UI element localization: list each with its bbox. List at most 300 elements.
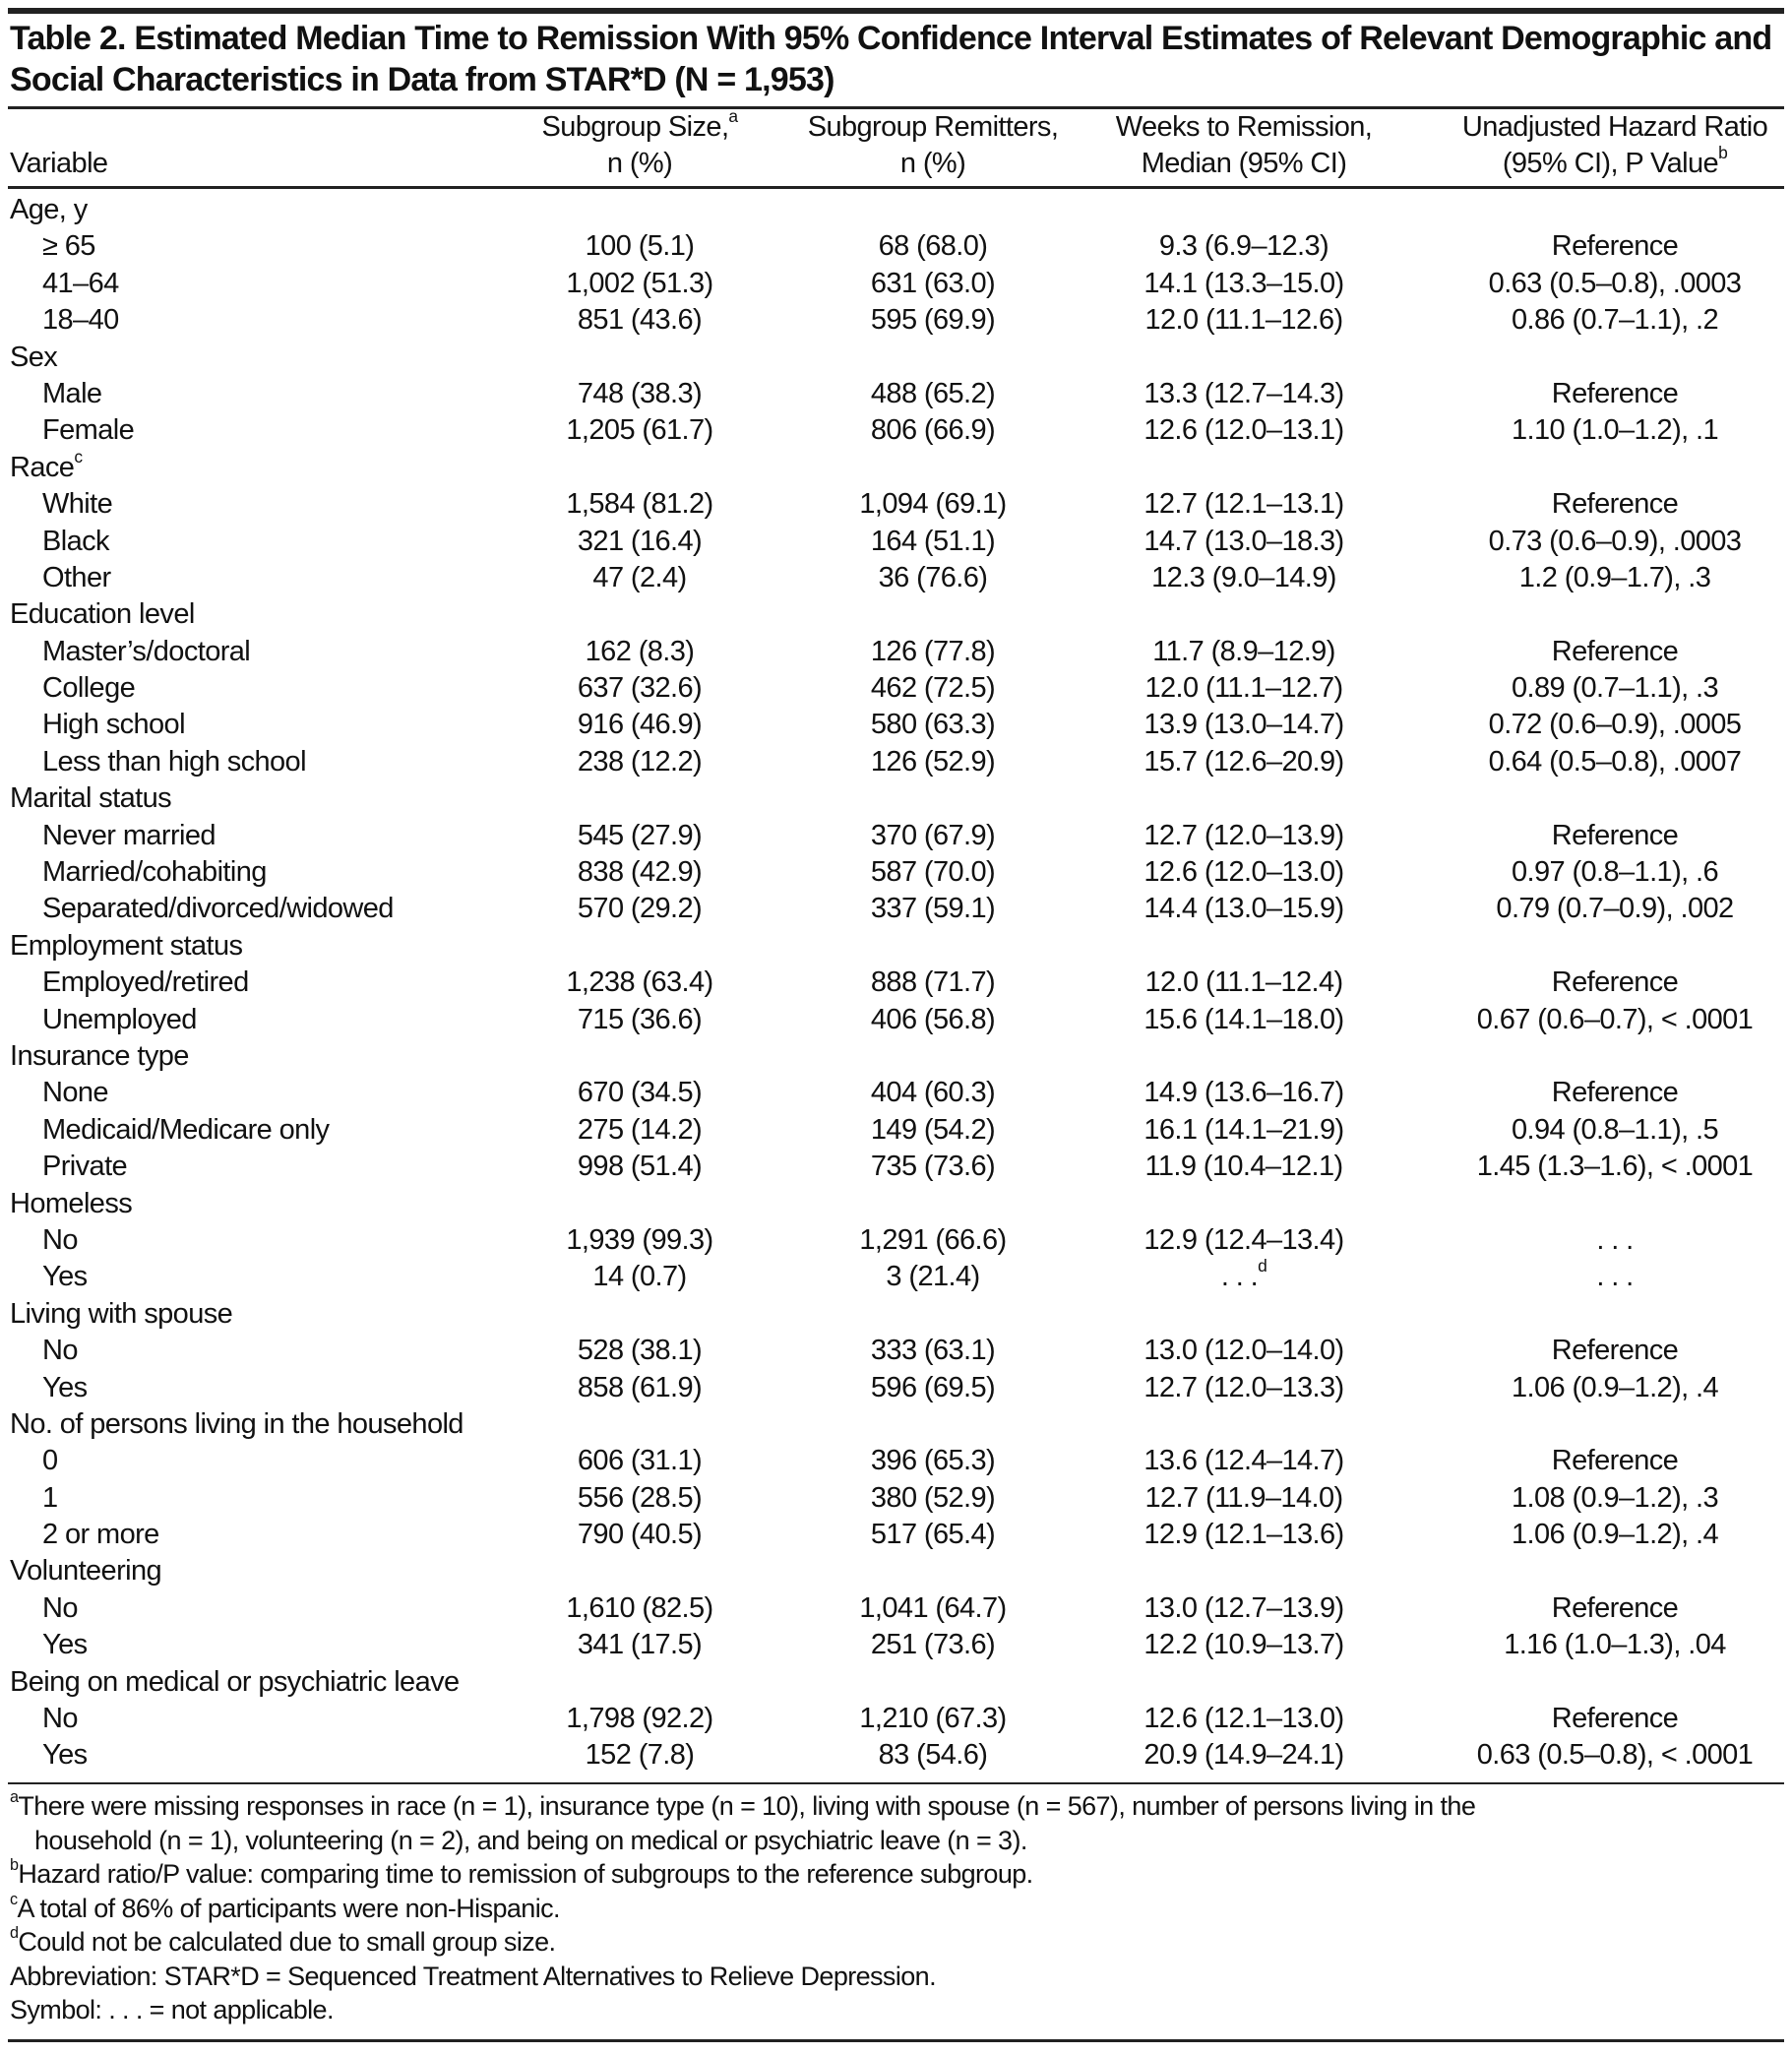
remitters-cell-text: 596 (69.5) bbox=[870, 1371, 996, 1403]
variable-cell-text: Married/cohabiting bbox=[42, 856, 267, 889]
weeks-cell-text: 14.1 (13.3–15.0) bbox=[1143, 267, 1344, 299]
remitters-cell bbox=[834, 1259, 1031, 1295]
group-header-row bbox=[0, 340, 1792, 376]
subgroup-size-cell bbox=[541, 1517, 738, 1553]
subgroup-size-cell-text: 528 (38.1) bbox=[577, 1335, 703, 1367]
group-header-row bbox=[0, 780, 1792, 817]
variable-cell-text: Master’s/doctoral bbox=[42, 635, 251, 667]
footnote-text: A total of 86% of participants were non-Hispanic. bbox=[17, 1893, 560, 1923]
variable-cell-text: Age, y bbox=[10, 194, 88, 225]
hazard-ratio-cell-text: 1.08 (0.9–1.2), .3 bbox=[1511, 1481, 1719, 1514]
subgroup-size-cell bbox=[541, 486, 738, 523]
remitters-cell bbox=[834, 1517, 1031, 1553]
weeks-cell-text: 12.6 (12.1–13.0) bbox=[1143, 1703, 1344, 1735]
weeks-cell-text: 12.2 (10.9–13.7) bbox=[1143, 1629, 1344, 1661]
table-row bbox=[0, 376, 1792, 412]
remitters-cell-text: 735 (73.6) bbox=[870, 1151, 996, 1183]
subgroup-size-cell-text: 606 (31.1) bbox=[577, 1445, 703, 1477]
remitters-cell-text: 580 (63.3) bbox=[870, 709, 996, 741]
weeks-cell bbox=[1096, 1443, 1391, 1479]
weeks-cell-text: 13.0 (12.7–13.9) bbox=[1143, 1591, 1344, 1624]
variable-cell bbox=[42, 744, 306, 780]
hazard-ratio-cell bbox=[1448, 854, 1782, 891]
weeks-cell-text: 14.9 (13.6–16.7) bbox=[1143, 1077, 1344, 1109]
remitters-cell-text: 68 (68.0) bbox=[878, 230, 988, 263]
hazard-ratio-cell-text: Reference bbox=[1551, 377, 1679, 409]
variable-cell bbox=[42, 1443, 58, 1479]
header-variable-label: Variable bbox=[10, 148, 108, 179]
table-row bbox=[0, 1517, 1792, 1553]
weeks-cell bbox=[1096, 707, 1391, 743]
variable-cell-text: Female bbox=[42, 414, 135, 447]
header-weeks-line1: Weeks to Remission, bbox=[1115, 111, 1373, 143]
variable-cell bbox=[10, 192, 88, 228]
hazard-ratio-cell bbox=[1448, 707, 1782, 743]
group-header-row bbox=[0, 1038, 1792, 1075]
footnote-text: household (n = 1), volunteering (n = 2), and being on medical or psychiatric leave (n = 3). bbox=[34, 1825, 1027, 1855]
variable-cell-text: 2 or more bbox=[42, 1519, 159, 1551]
remitters-cell bbox=[834, 1149, 1031, 1185]
hazard-ratio-cell bbox=[1448, 818, 1782, 854]
header-hr-text: (95% CI), P Value bbox=[1502, 148, 1719, 179]
hazard-ratio-cell-text: 0.94 (0.8–1.1), .5 bbox=[1511, 1113, 1719, 1146]
remitters-cell-text: 1,210 (67.3) bbox=[859, 1703, 1007, 1735]
variable-cell-text: Homeless bbox=[10, 1187, 133, 1219]
variable-cell-text: Private bbox=[42, 1151, 128, 1183]
weeks-cell-text: 12.6 (12.0–13.1) bbox=[1143, 414, 1344, 447]
weeks-cell-text: 9.3 (6.9–12.3) bbox=[1158, 230, 1329, 263]
subgroup-size-cell bbox=[541, 1737, 738, 1774]
hazard-ratio-cell-text: 0.64 (0.5–0.8), .0007 bbox=[1488, 745, 1742, 778]
footnote-mark: b bbox=[1718, 143, 1728, 163]
variable-cell-text: Never married bbox=[42, 819, 216, 851]
remitters-cell bbox=[834, 1222, 1031, 1259]
hazard-ratio-cell bbox=[1448, 486, 1782, 523]
subgroup-size-cell bbox=[541, 707, 738, 743]
weeks-cell bbox=[1096, 818, 1391, 854]
group-header-row bbox=[0, 596, 1792, 633]
weeks-cell-text: 12.7 (12.0–13.9) bbox=[1143, 819, 1344, 851]
subgroup-size-cell-text: 545 (27.9) bbox=[577, 819, 703, 851]
table-row bbox=[0, 1627, 1792, 1663]
hazard-ratio-cell bbox=[1448, 965, 1782, 1001]
top-rule bbox=[8, 8, 1784, 14]
footnote-text: There were missing responses in race (n = 1), insurance type (n = 10), living with spouse (n = 567), number of persons living in the bbox=[18, 1791, 1476, 1821]
variable-cell bbox=[42, 1222, 78, 1259]
group-header-row bbox=[0, 1664, 1792, 1701]
weeks-cell-text: 12.9 (12.1–13.6) bbox=[1143, 1519, 1344, 1551]
hazard-ratio-cell-text: 1.06 (0.9–1.2), .4 bbox=[1511, 1519, 1719, 1551]
subgroup-size-cell bbox=[541, 524, 738, 560]
remitters-cell bbox=[834, 228, 1031, 265]
footnote bbox=[10, 1993, 1475, 2027]
variable-cell-text: 18–40 bbox=[42, 304, 119, 337]
subgroup-size-cell-text: 100 (5.1) bbox=[585, 230, 695, 263]
variable-cell-text: Male bbox=[42, 377, 102, 409]
variable-cell-text: Separated/divorced/widowed bbox=[42, 893, 394, 925]
hazard-ratio-cell bbox=[1448, 266, 1782, 302]
variable-cell-text: 41–64 bbox=[42, 267, 119, 299]
weeks-cell bbox=[1096, 1075, 1391, 1111]
subgroup-size-cell bbox=[541, 1259, 738, 1295]
remitters-cell-text: 1,094 (69.1) bbox=[859, 488, 1007, 521]
remitters-cell bbox=[834, 302, 1031, 339]
hazard-ratio-cell-text: . . . bbox=[1596, 1223, 1634, 1256]
variable-cell-text: 0 bbox=[42, 1445, 58, 1477]
footnotes bbox=[10, 1789, 1475, 2027]
header-size-line2: n (%) bbox=[606, 148, 673, 179]
table-row bbox=[0, 1256, 1792, 1295]
subgroup-size-cell-text: 1,798 (92.2) bbox=[566, 1703, 713, 1735]
subgroup-size-cell bbox=[541, 1590, 738, 1627]
variable-cell-text: Yes bbox=[42, 1371, 88, 1403]
weeks-cell bbox=[1096, 1256, 1391, 1295]
variable-cell bbox=[10, 780, 171, 817]
hazard-ratio-cell bbox=[1448, 1259, 1782, 1295]
weeks-cell-text: 15.6 (14.1–18.0) bbox=[1143, 1003, 1344, 1035]
remitters-cell-text: 149 (54.2) bbox=[870, 1113, 996, 1146]
subgroup-size-cell-text: 14 (0.7) bbox=[592, 1261, 687, 1293]
table-row bbox=[0, 1480, 1792, 1517]
weeks-cell-text: 12.3 (9.0–14.9) bbox=[1151, 561, 1336, 593]
weeks-cell-text: 13.6 (12.4–14.7) bbox=[1143, 1445, 1344, 1477]
remitters-cell bbox=[834, 1002, 1031, 1038]
variable-cell bbox=[42, 634, 250, 670]
subgroup-size-cell bbox=[541, 302, 738, 339]
subgroup-size-cell bbox=[541, 1480, 738, 1517]
variable-cell bbox=[42, 891, 394, 927]
table-row bbox=[0, 412, 1792, 449]
subgroup-size-cell bbox=[541, 670, 738, 707]
remitters-cell-text: 587 (70.0) bbox=[870, 856, 996, 889]
subgroup-size-cell-text: 162 (8.3) bbox=[585, 635, 695, 667]
table-body bbox=[0, 192, 1792, 1775]
weeks-cell-text: 12.9 (12.4–13.4) bbox=[1143, 1223, 1344, 1256]
subgroup-size-cell-text: 341 (17.5) bbox=[577, 1629, 703, 1661]
header-remit-line2: n (%) bbox=[899, 148, 966, 179]
header-weeks bbox=[1096, 109, 1391, 182]
subgroup-size-cell-text: 556 (28.5) bbox=[577, 1481, 703, 1514]
weeks-cell bbox=[1096, 1333, 1391, 1369]
header-remitters bbox=[795, 109, 1071, 182]
hazard-ratio-cell bbox=[1448, 891, 1782, 927]
hazard-ratio-cell bbox=[1448, 412, 1782, 449]
bottom-rule bbox=[8, 2039, 1784, 2042]
subgroup-size-cell-text: 790 (40.5) bbox=[577, 1519, 703, 1551]
subgroup-size-cell-text: 1,610 (82.5) bbox=[566, 1591, 713, 1624]
variable-cell-text: Yes bbox=[42, 1261, 88, 1293]
footnote bbox=[10, 1824, 1475, 1858]
weeks-cell bbox=[1096, 965, 1391, 1001]
variable-cell bbox=[42, 486, 112, 523]
table-row bbox=[0, 1002, 1792, 1038]
remitters-cell-text: 333 (63.1) bbox=[870, 1335, 996, 1367]
variable-cell-text: No bbox=[42, 1223, 78, 1256]
group-header-row bbox=[0, 1296, 1792, 1333]
weeks-cell bbox=[1096, 854, 1391, 891]
hazard-ratio-cell-text: 0.89 (0.7–1.1), .3 bbox=[1511, 672, 1719, 705]
subgroup-size-cell-text: 916 (46.9) bbox=[577, 709, 703, 741]
variable-cell-text: White bbox=[42, 488, 113, 521]
table-row bbox=[0, 634, 1792, 670]
table-row bbox=[0, 486, 1792, 523]
table-row bbox=[0, 1443, 1792, 1479]
subgroup-size-cell bbox=[541, 1333, 738, 1369]
remitters-cell bbox=[834, 891, 1031, 927]
subgroup-size-cell bbox=[541, 1443, 738, 1479]
subgroup-size-cell-text: 1,205 (61.7) bbox=[566, 414, 713, 447]
hazard-ratio-cell-text: 0.63 (0.5–0.8), .0003 bbox=[1488, 267, 1742, 299]
header-hr-line2 bbox=[1438, 143, 1792, 182]
hazard-ratio-cell-text: Reference bbox=[1551, 1445, 1679, 1477]
remitters-cell-text: 370 (67.9) bbox=[870, 819, 996, 851]
group-header-row bbox=[0, 1553, 1792, 1589]
remitters-cell bbox=[834, 560, 1031, 596]
weeks-cell bbox=[1096, 266, 1391, 302]
weeks-cell bbox=[1096, 1737, 1391, 1774]
subgroup-size-cell bbox=[541, 560, 738, 596]
weeks-cell-text: 12.0 (11.1–12.7) bbox=[1144, 672, 1343, 705]
variable-cell bbox=[42, 1149, 127, 1185]
remitters-cell bbox=[834, 670, 1031, 707]
hazard-ratio-cell-text: 1.10 (1.0–1.2), .1 bbox=[1511, 414, 1719, 447]
hazard-ratio-cell-text: 0.79 (0.7–0.9), .002 bbox=[1496, 893, 1734, 925]
subgroup-size-cell bbox=[541, 376, 738, 412]
variable-cell bbox=[10, 596, 195, 633]
header-rule bbox=[8, 186, 1784, 189]
table-row bbox=[0, 302, 1792, 339]
hazard-ratio-cell bbox=[1448, 1627, 1782, 1663]
remitters-cell-text: 888 (71.7) bbox=[870, 966, 996, 999]
footnote bbox=[10, 1892, 1475, 1926]
weeks-cell bbox=[1096, 1480, 1391, 1517]
table-row bbox=[0, 1075, 1792, 1111]
weeks-cell bbox=[1096, 412, 1391, 449]
hazard-ratio-cell-text: Reference bbox=[1551, 819, 1679, 851]
weeks-cell-text: 12.7 (11.9–14.0) bbox=[1144, 1481, 1343, 1514]
variable-cell bbox=[42, 1075, 108, 1111]
weeks-cell-text: 11.7 (8.9–12.9) bbox=[1152, 635, 1335, 667]
subgroup-size-cell-text: 670 (34.5) bbox=[577, 1077, 703, 1109]
weeks-cell bbox=[1096, 1701, 1391, 1737]
weeks-cell-text: 11.9 (10.4–12.1) bbox=[1144, 1151, 1343, 1183]
table-row bbox=[0, 1737, 1792, 1774]
subgroup-size-cell-text: 715 (36.6) bbox=[577, 1003, 703, 1035]
remitters-cell-text: 251 (73.6) bbox=[870, 1629, 996, 1661]
subgroup-size-cell-text: 998 (51.4) bbox=[577, 1151, 703, 1183]
variable-cell-text: Education level bbox=[10, 598, 195, 631]
variable-cell bbox=[10, 1553, 161, 1589]
subgroup-size-cell-text: 1,939 (99.3) bbox=[566, 1223, 713, 1256]
weeks-cell bbox=[1096, 891, 1391, 927]
variable-cell bbox=[10, 1186, 132, 1222]
remitters-cell-text: 1,041 (64.7) bbox=[859, 1591, 1007, 1624]
remitters-cell-text: 404 (60.3) bbox=[870, 1077, 996, 1109]
variable-cell bbox=[42, 854, 267, 891]
hazard-ratio-cell bbox=[1448, 1370, 1782, 1406]
table-row bbox=[0, 1222, 1792, 1259]
variable-cell bbox=[42, 412, 134, 449]
subgroup-size-cell bbox=[541, 1222, 738, 1259]
footnote-mark: d bbox=[10, 1924, 19, 1943]
variable-cell-text: Less than high school bbox=[42, 745, 306, 778]
hazard-ratio-cell bbox=[1448, 634, 1782, 670]
hazard-ratio-cell bbox=[1448, 1517, 1782, 1553]
hazard-ratio-cell bbox=[1448, 228, 1782, 265]
weeks-cell-text: 14.4 (13.0–15.9) bbox=[1143, 893, 1344, 925]
subgroup-size-cell-text: 238 (12.2) bbox=[577, 745, 703, 778]
subgroup-size-cell-text: 1,238 (63.4) bbox=[566, 966, 713, 999]
hazard-ratio-cell bbox=[1448, 670, 1782, 707]
variable-cell bbox=[42, 1517, 159, 1553]
hazard-ratio-cell-text: . . . bbox=[1596, 1261, 1634, 1293]
weeks-cell-text: 12.0 (11.1–12.4) bbox=[1144, 966, 1343, 999]
table-row bbox=[0, 524, 1792, 560]
header-variable bbox=[10, 146, 107, 182]
variable-cell-text: None bbox=[42, 1077, 108, 1109]
weeks-cell bbox=[1096, 1002, 1391, 1038]
subgroup-size-cell-text: 1,002 (51.3) bbox=[566, 267, 713, 299]
subgroup-size-cell-text: 858 (61.9) bbox=[577, 1371, 703, 1403]
variable-cell bbox=[42, 266, 119, 302]
remitters-cell bbox=[834, 266, 1031, 302]
weeks-cell bbox=[1096, 1370, 1391, 1406]
hazard-ratio-cell bbox=[1448, 376, 1782, 412]
hazard-ratio-cell-text: Reference bbox=[1551, 1335, 1679, 1367]
subgroup-size-cell bbox=[541, 412, 738, 449]
hazard-ratio-cell bbox=[1448, 1701, 1782, 1737]
variable-cell bbox=[42, 1002, 197, 1038]
remitters-cell bbox=[834, 486, 1031, 523]
remitters-cell bbox=[834, 634, 1031, 670]
weeks-cell-text: . . . bbox=[1220, 1261, 1259, 1293]
variable-cell bbox=[42, 1333, 78, 1369]
variable-cell-text: High school bbox=[42, 709, 185, 741]
hazard-ratio-cell bbox=[1448, 560, 1782, 596]
weeks-cell bbox=[1096, 376, 1391, 412]
subgroup-size-cell bbox=[541, 1075, 738, 1111]
variable-cell bbox=[42, 670, 135, 707]
variable-cell-text: Yes bbox=[42, 1739, 88, 1772]
subgroup-size-cell-text: 275 (14.2) bbox=[577, 1113, 703, 1146]
subgroup-size-cell-text: 637 (32.6) bbox=[577, 672, 703, 705]
footnote bbox=[10, 1789, 1475, 1824]
variable-cell-text: Unemployed bbox=[42, 1003, 197, 1035]
remitters-cell-text: 337 (59.1) bbox=[870, 893, 996, 925]
hazard-ratio-cell-text: Reference bbox=[1551, 230, 1679, 263]
variable-cell-text: No. of persons living in the household bbox=[10, 1407, 463, 1440]
remitters-cell-text: 83 (54.6) bbox=[878, 1739, 988, 1772]
remitters-cell bbox=[834, 1443, 1031, 1479]
subgroup-size-cell bbox=[541, 634, 738, 670]
remitters-cell-text: 3 (21.4) bbox=[886, 1261, 980, 1293]
subgroup-size-cell bbox=[541, 1002, 738, 1038]
variable-cell bbox=[42, 1737, 88, 1774]
footnote-text: Abbreviation: STAR*D = Sequenced Treatment Alternatives to Relieve Depression. bbox=[10, 1961, 936, 1991]
hazard-ratio-cell-text: Reference bbox=[1551, 635, 1679, 667]
variable-cell bbox=[10, 1664, 460, 1701]
remitters-cell-text: 517 (65.4) bbox=[870, 1519, 996, 1551]
hazard-ratio-cell bbox=[1448, 1737, 1782, 1774]
remitters-cell-text: 36 (76.6) bbox=[878, 561, 988, 593]
variable-cell bbox=[10, 340, 57, 376]
remitters-cell-text: 631 (63.0) bbox=[870, 267, 996, 299]
variable-cell-text: Other bbox=[42, 561, 111, 593]
variable-cell bbox=[42, 1259, 88, 1295]
variable-cell bbox=[10, 1406, 463, 1443]
subgroup-size-cell bbox=[541, 744, 738, 780]
variable-cell-text: Volunteering bbox=[10, 1555, 162, 1588]
hazard-ratio-cell bbox=[1448, 1222, 1782, 1259]
variable-cell bbox=[42, 965, 249, 1001]
remitters-cell bbox=[834, 1370, 1031, 1406]
remitters-cell bbox=[834, 707, 1031, 743]
weeks-cell-text: 13.9 (13.0–14.7) bbox=[1143, 709, 1344, 741]
remitters-cell-text: 396 (65.3) bbox=[870, 1445, 996, 1477]
variable-cell-text: No bbox=[42, 1335, 78, 1367]
table-row bbox=[0, 707, 1792, 743]
variable-cell-text: Employment status bbox=[10, 929, 243, 962]
footnote-mark: c bbox=[10, 1890, 18, 1908]
weeks-cell bbox=[1096, 228, 1391, 265]
hazard-ratio-cell-text: 1.2 (0.9–1.7), .3 bbox=[1518, 561, 1711, 593]
group-header-row bbox=[0, 928, 1792, 965]
weeks-cell bbox=[1096, 1112, 1391, 1149]
remitters-cell bbox=[834, 1701, 1031, 1737]
header-weeks-line2: Median (95% CI) bbox=[1141, 148, 1347, 179]
hazard-ratio-cell bbox=[1448, 1149, 1782, 1185]
remitters-cell bbox=[834, 1480, 1031, 1517]
hazard-ratio-cell-text: 0.63 (0.5–0.8), < .0001 bbox=[1476, 1739, 1754, 1772]
variable-cell-text: Insurance type bbox=[10, 1039, 189, 1072]
variable-cell bbox=[42, 1590, 78, 1627]
remitters-cell bbox=[834, 1590, 1031, 1627]
variable-cell bbox=[42, 228, 95, 265]
weeks-cell bbox=[1096, 524, 1391, 560]
variable-cell-text: No bbox=[42, 1591, 78, 1624]
weeks-cell-text: 12.6 (12.0–13.0) bbox=[1143, 856, 1344, 889]
variable-cell-text: ≥ 65 bbox=[42, 230, 95, 263]
group-header-row bbox=[0, 1186, 1792, 1222]
table-row bbox=[0, 560, 1792, 596]
remitters-cell-text: 126 (77.8) bbox=[870, 635, 996, 667]
subgroup-size-cell-text: 152 (7.8) bbox=[585, 1739, 695, 1772]
remitters-cell bbox=[834, 524, 1031, 560]
header-remit-line1: Subgroup Remitters, bbox=[807, 111, 1059, 143]
subgroup-size-cell bbox=[541, 1149, 738, 1185]
body-rule bbox=[8, 1782, 1784, 1784]
hazard-ratio-cell bbox=[1448, 744, 1782, 780]
header-hr-line1: Unadjusted Hazard Ratio bbox=[1461, 111, 1768, 143]
remitters-cell-text: 595 (69.9) bbox=[870, 304, 996, 337]
variable-cell-text: 1 bbox=[42, 1481, 58, 1514]
footnote-text: Symbol: . . . = not applicable. bbox=[10, 1995, 334, 2024]
weeks-cell-text: 12.0 (11.1–12.6) bbox=[1144, 304, 1343, 337]
remitters-cell-text: 488 (65.2) bbox=[870, 377, 996, 409]
header-size-line1 bbox=[512, 106, 768, 146]
hazard-ratio-cell bbox=[1448, 524, 1782, 560]
table-row bbox=[0, 891, 1792, 927]
subgroup-size-cell-text: 838 (42.9) bbox=[577, 856, 703, 889]
footnote-text: Could not be calculated due to small group size. bbox=[18, 1927, 556, 1957]
weeks-cell bbox=[1096, 744, 1391, 780]
variable-cell bbox=[42, 1627, 88, 1663]
weeks-cell-text: 16.1 (14.1–21.9) bbox=[1143, 1113, 1344, 1146]
variable-cell bbox=[42, 1480, 58, 1517]
hazard-ratio-cell-text: Reference bbox=[1551, 488, 1679, 521]
hazard-ratio-cell bbox=[1448, 1590, 1782, 1627]
header-hazard-ratio bbox=[1438, 109, 1792, 182]
